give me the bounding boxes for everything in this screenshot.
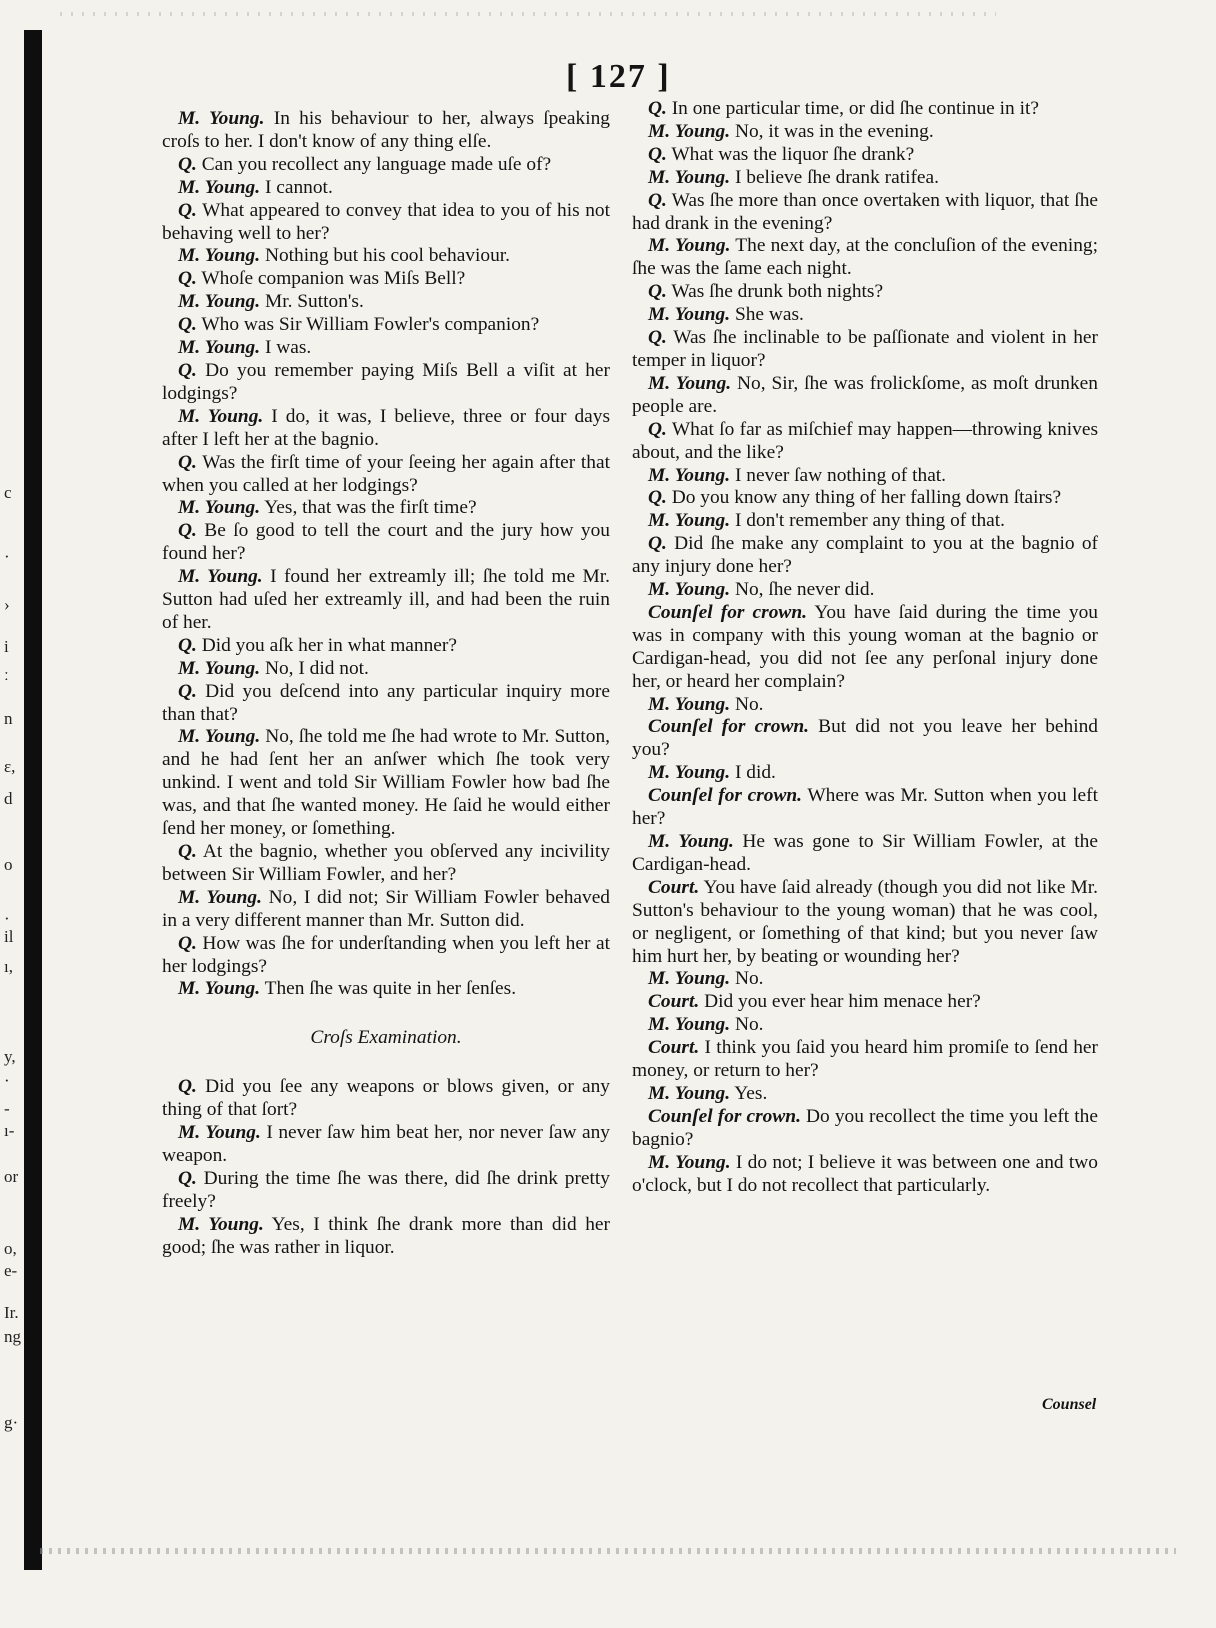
speaker-label: M. Young. <box>648 372 732 394</box>
testimony-text: The next day, at the concluſion of the evening; ſhe was the ſame each night. <box>632 235 1099 280</box>
speaker-label: M. Young. <box>178 337 261 359</box>
testimony-text: Was ſhe more than once overtaken with liquor, that ſhe had drank in the evening? <box>632 189 1098 234</box>
testimony-text: Was the firſt time of your ſeeing her again after that when you called at her lodgings? <box>162 451 610 496</box>
testimony-text: Do you remember paying Miſs Bell a viſit at her lodgings? <box>162 359 610 404</box>
testimony-line <box>632 602 1098 694</box>
testimony-line <box>632 121 1098 144</box>
testimony-line <box>632 694 1098 717</box>
speaker-label: Q. <box>648 418 667 440</box>
testimony-text: I think you ſaid you heard him promiſe to ſend her money, or return to her? <box>632 1037 1098 1082</box>
testimony-line <box>632 1106 1098 1152</box>
testimony-text: No, I did not. <box>264 657 369 679</box>
testimony-line <box>162 726 610 841</box>
left-column <box>162 108 610 1260</box>
speaker-label: M. Young. <box>178 245 261 267</box>
speaker-label: M. Young. <box>178 108 265 129</box>
testimony-text: I was. <box>264 337 312 359</box>
speaker-label: M. Young. <box>648 510 731 532</box>
testimony-text: Yes, I think ſhe drank more than did her good; ſhe was rather in liquor. <box>162 1213 610 1258</box>
testimony-text: I did. <box>734 762 776 784</box>
testimony-line <box>632 373 1098 419</box>
testimony-line <box>162 200 610 246</box>
testimony-line <box>632 510 1098 533</box>
testimony-text: Did you ſee any weapons or blows given, or any thing of that ſort? <box>162 1076 610 1121</box>
testimony-line <box>162 154 610 177</box>
testimony-text: In one particular time, or did ſhe continue in it? <box>671 98 1039 119</box>
speaker-label: M. Young. <box>648 1082 731 1104</box>
speaker-label: M. Young. <box>648 693 731 715</box>
testimony-text: Mr. Sutton's. <box>264 291 364 313</box>
margin-fragment: o <box>4 855 13 874</box>
testimony-text: Whoſe companion was Miſs Bell? <box>201 268 466 290</box>
testimony-text: I never ſaw nothing of that. <box>734 464 947 486</box>
margin-fragment: Ir. <box>4 1303 19 1322</box>
testimony-line <box>632 991 1098 1014</box>
testimony-line <box>162 1122 610 1168</box>
testimony-text: I do not; I believe it was between one and two o'clock, but I do not recollect that particularly. <box>632 1151 1098 1196</box>
speaker-label: Q. <box>178 153 197 175</box>
testimony-text: What appeared to convey that idea to you of his not behaving well to her? <box>162 199 610 244</box>
speaker-label: Q. <box>178 359 197 381</box>
testimony-line <box>162 887 610 933</box>
margin-fragment: c <box>4 483 12 502</box>
testimony-line <box>632 1083 1098 1106</box>
speaker-label: M. Young. <box>648 1014 731 1036</box>
scan-noise-bottom <box>40 1548 1176 1554</box>
testimony-line <box>162 1214 610 1260</box>
testimony-text: No, ſhe told me ſhe had wrote to Mr. Sutton, and he had ſent her an anſwer which ſhe took very unkind. I went and told Sir William Fowler how bad ſhe was, and that ſhe wanted money. He ſaid he would either ſend her money, or ſomething. <box>162 726 610 840</box>
speaker-label: M. Young. <box>648 831 734 852</box>
speaker-label: Counſel for crown. <box>648 601 807 623</box>
testimony-text: No, Sir, ſhe was frolickſome, as moſt drunken people are. <box>632 372 1098 417</box>
speaker-label: Q. <box>648 98 667 119</box>
testimony-text: I cannot. <box>264 176 333 198</box>
testimony-line <box>632 1014 1098 1037</box>
testimony-line <box>162 268 610 291</box>
speaker-label: Q. <box>178 680 197 702</box>
testimony-text: Did ſhe make any complaint to you at the bagnio of any injury done her? <box>632 533 1098 578</box>
testimony-line <box>162 933 610 979</box>
testimony-text: I don't remember any thing of that. <box>734 510 1005 532</box>
speaker-label: M. Young. <box>648 166 731 188</box>
testimony-line <box>632 533 1098 579</box>
testimony-line <box>162 1076 610 1122</box>
testimony-line <box>632 327 1098 373</box>
testimony-line <box>632 1152 1098 1198</box>
testimony-line <box>632 785 1098 831</box>
speaker-label: Q. <box>648 281 667 303</box>
right-column <box>632 98 1098 1198</box>
testimony-text: I never ſaw him beat her, nor never ſaw any weapon. <box>162 1122 610 1166</box>
testimony-line <box>162 566 610 635</box>
testimony-line <box>162 245 610 268</box>
testimony-line <box>632 235 1098 281</box>
testimony-line <box>162 681 610 727</box>
testimony-text: Do you know any thing of her falling down ſtairs? <box>671 487 1062 509</box>
margin-fragment: · <box>4 1071 10 1090</box>
testimony-text: Who was Sir William Fowler's companion? <box>201 314 540 336</box>
speaker-label: M. Young. <box>178 886 262 908</box>
testimony-text: Was ſhe inclinable to be paſſionate and violent in her temper in liquor? <box>632 327 1098 371</box>
speaker-label: M. Young. <box>648 968 731 990</box>
testimony-text: I do, it was, I believe, three or four days after I left her at the bagnio. <box>162 405 610 450</box>
testimony-line <box>162 841 610 887</box>
speaker-label: M. Young. <box>178 497 261 519</box>
testimony-line <box>632 762 1098 785</box>
speaker-label: M. Young. <box>178 978 261 1000</box>
testimony-line <box>632 98 1098 121</box>
testimony-text: Nothing but his cool behaviour. <box>264 245 511 267</box>
speaker-label: M. Young. <box>178 726 261 748</box>
speaker-label: Q. <box>648 533 667 555</box>
page-number: [ 127 ] <box>566 58 671 95</box>
margin-fragment: · <box>4 909 10 928</box>
testimony-line <box>162 108 610 154</box>
testimony-line <box>162 360 610 406</box>
speaker-label: Q. <box>178 634 197 656</box>
testimony-line <box>632 304 1098 327</box>
testimony-line <box>162 520 610 566</box>
testimony-text: Do you recollect the time you left the bagnio? <box>632 1105 1098 1150</box>
testimony-line <box>162 337 610 360</box>
testimony-text: During the time ſhe was there, did ſhe drink pretty freely? <box>162 1167 610 1212</box>
speaker-label: M. Young. <box>648 235 731 257</box>
margin-fragment: or <box>4 1167 19 1186</box>
scan-noise-top <box>60 12 996 16</box>
testimony-line <box>162 452 610 498</box>
speaker-label: Q. <box>648 327 667 349</box>
testimony-line <box>632 968 1098 991</box>
margin-fragment: n <box>4 709 13 728</box>
speaker-label: M. Young. <box>648 304 731 326</box>
testimony-line <box>162 658 610 681</box>
speaker-label: Court. <box>648 991 700 1013</box>
speaker-label: Q. <box>178 268 197 290</box>
margin-fragment: ng <box>4 1327 21 1346</box>
testimony-line <box>632 1037 1098 1083</box>
testimony-text: I found her extreamly ill; ſhe told me Mr. Sutton had uſed her extreamly ill, and had been the ruin of her. <box>162 566 610 633</box>
testimony-line <box>632 167 1098 190</box>
testimony-text: But did not you leave her behind you? <box>632 716 1098 761</box>
testimony-text: Was ſhe drunk both nights? <box>671 281 884 303</box>
margin-fragment: ɛ, <box>4 757 16 776</box>
testimony-text: Be ſo good to tell the court and the jury how you found her? <box>162 520 610 565</box>
testimony-line <box>632 487 1098 510</box>
testimony-text: Then ſhe was quite in her ſenſes. <box>264 978 517 1000</box>
margin-fragment: o, <box>4 1239 17 1258</box>
margin-fragments <box>0 0 24 1628</box>
testimony-text: No, I did not; Sir William Fowler behaved in a very different manner than Mr. Sutton did. <box>162 886 610 931</box>
margin-fragment: y, <box>4 1047 16 1066</box>
testimony-line <box>162 177 610 200</box>
margin-fragment: ː <box>4 665 9 684</box>
speaker-label: M. Young. <box>178 291 261 313</box>
speaker-label: Q. <box>178 199 197 221</box>
testimony-line <box>632 144 1098 167</box>
testimony-text: What ſo far as miſchief may happen—throwing knives about, and the like? <box>632 418 1099 463</box>
testimony-text: No, ſhe never did. <box>734 579 875 601</box>
speaker-label: Q. <box>178 314 197 336</box>
testimony-line <box>162 1168 610 1214</box>
margin-fragment: il <box>4 927 14 946</box>
testimony-text: What was the liquor ſhe drank? <box>671 143 915 165</box>
speaker-label: Counſel for crown. <box>648 716 810 738</box>
speaker-label: Q. <box>178 1167 197 1189</box>
speaker-label: Counſel for crown. <box>648 1105 801 1127</box>
speaker-label: Q. <box>178 841 197 862</box>
testimony-line <box>632 579 1098 602</box>
testimony-text: You have ſaid during the time you was in company with this young woman at the bagnio or Cardigan-head, you did not ſee any perſonal injury done her, or heard her complain? <box>632 601 1098 692</box>
testimony-line <box>632 419 1098 465</box>
testimony-text: He was gone to Sir William Fowler, at the Cardigan-head. <box>632 831 1098 875</box>
testimony-line <box>162 314 610 337</box>
testimony-text: Yes. <box>734 1082 768 1104</box>
speaker-label: M. Young. <box>178 657 261 679</box>
testimony-text: She was. <box>734 304 804 326</box>
catchword: Counsel <box>1042 1396 1097 1413</box>
testimony-line <box>632 831 1098 877</box>
testimony-line <box>632 877 1098 969</box>
margin-fragment: g· <box>4 1413 19 1432</box>
testimony-text: I believe ſhe drank ratifea. <box>734 166 939 188</box>
speaker-label: Q. <box>648 189 667 211</box>
speaker-label: Court. <box>648 876 700 898</box>
speaker-label: Court. <box>648 1037 700 1059</box>
testimony-text: In his behaviour to her, always ſpeaking croſs to her. I don't know of any thing elſe. <box>162 108 610 152</box>
testimony-text: Can you recollect any language made uſe of? <box>201 153 552 175</box>
binding-shadow <box>24 30 42 1570</box>
speaker-label: Q. <box>178 451 197 473</box>
testimony-text: No. <box>734 968 764 990</box>
testimony-text: You have ſaid already (though you did not like Mr. Sutton's behaviour to the young woman) that he was cool, or negligent, or ſomething of that kind; but you never ſaw him hurt her, by beating or wounding her? <box>632 876 1098 967</box>
testimony-line <box>632 281 1098 304</box>
section-heading: Croſs Examination. <box>310 1027 462 1049</box>
speaker-label: M. Young. <box>178 405 264 427</box>
speaker-label: Counſel for crown. <box>648 785 803 807</box>
speaker-label: M. Young. <box>178 566 263 588</box>
margin-fragment: d <box>4 789 13 808</box>
speaker-label: M. Young. <box>648 464 731 486</box>
margin-fragment: e- <box>4 1261 18 1280</box>
testimony-line <box>162 497 610 520</box>
testimony-line <box>632 716 1098 762</box>
speaker-label: Q. <box>648 487 667 509</box>
testimony-text: Did you aſk her in what manner? <box>201 634 457 656</box>
speaker-label: Q. <box>648 143 667 165</box>
margin-fragment: ı- <box>4 1121 15 1140</box>
testimony-text: No. <box>734 1014 764 1036</box>
margin-fragment: · <box>4 547 10 566</box>
testimony-text: No. <box>734 693 764 715</box>
testimony-text: Where was Mr. Sutton when you left her? <box>632 785 1098 830</box>
testimony-text: Yes, that was the firſt time? <box>264 497 477 519</box>
testimony-text: At the bagnio, whether you obſerved any incivility between Sir William Fowler, and her? <box>162 841 611 885</box>
testimony-text: Did you deſcend into any particular inquiry more than that? <box>162 680 610 725</box>
speaker-label: Q. <box>178 520 197 542</box>
speaker-label: Q. <box>178 1076 197 1098</box>
testimony-line <box>632 465 1098 488</box>
testimony-line <box>162 635 610 658</box>
speaker-label: M. Young. <box>648 1151 731 1173</box>
margin-fragment: › <box>4 595 10 614</box>
testimony-text: Did you ever hear him menace her? <box>704 991 981 1013</box>
speaker-label: M. Young. <box>178 1213 264 1235</box>
testimony-line <box>162 406 610 452</box>
testimony-text: No, it was in the evening. <box>734 120 934 142</box>
speaker-label: M. Young. <box>648 579 731 601</box>
speaker-label: M. Young. <box>178 176 261 198</box>
speaker-label: M. Young. <box>648 762 731 784</box>
speaker-label: Q. <box>178 932 197 954</box>
testimony-line <box>162 291 610 314</box>
testimony-line <box>632 190 1098 236</box>
testimony-line <box>162 978 610 1001</box>
margin-fragment: - <box>4 1099 10 1118</box>
margin-fragment: i <box>4 637 9 656</box>
speaker-label: M. Young. <box>178 1122 261 1144</box>
testimony-text: How was ſhe for underſtanding when you left her at her lodgings? <box>162 932 610 977</box>
margin-fragment: ı, <box>4 957 13 976</box>
speaker-label: M. Young. <box>648 120 731 142</box>
